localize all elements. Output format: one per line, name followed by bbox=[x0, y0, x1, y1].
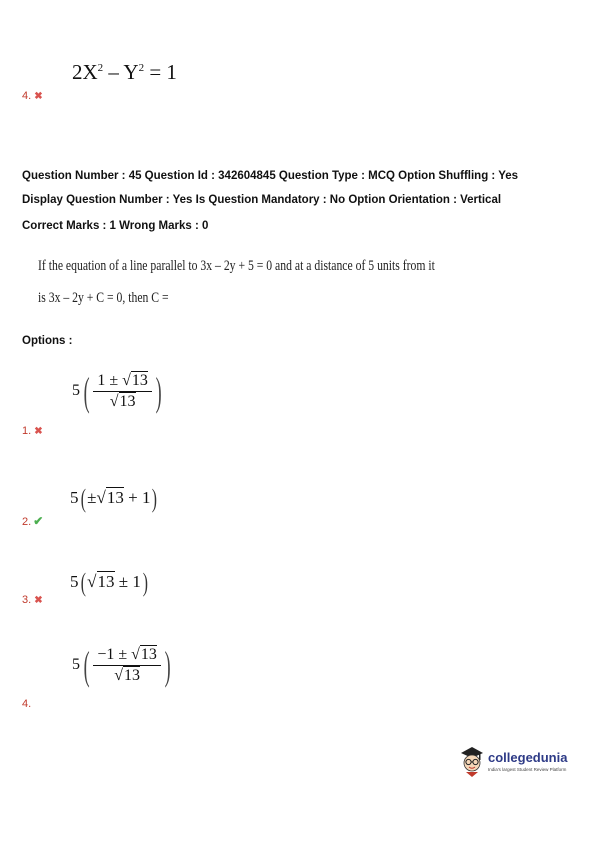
option-3-inner-b: ± 1 bbox=[114, 571, 141, 591]
options-label: Options : bbox=[22, 335, 73, 347]
option-1-expression bbox=[72, 368, 165, 415]
option-1-den-rad: 13 bbox=[119, 393, 136, 410]
option-2-inner-b: + 1 bbox=[123, 487, 151, 507]
option-2-inner-a: ± bbox=[87, 487, 97, 507]
right-paren: ) bbox=[155, 369, 162, 414]
wrong-icon: ✖ bbox=[34, 426, 43, 437]
option-2-expression: 5( ±√13 + 1) bbox=[70, 484, 158, 513]
left-paren: ( bbox=[83, 643, 90, 688]
option-4-num-a: −1 ± bbox=[97, 646, 132, 663]
previous-option-label: 4. bbox=[22, 90, 32, 102]
wrong-icon: ✖ bbox=[34, 595, 43, 606]
left-paren: ( bbox=[80, 484, 86, 513]
option-4-expression bbox=[72, 642, 174, 689]
option-1-label: 1. bbox=[22, 425, 32, 437]
option-4-num-rad: 13 bbox=[140, 646, 157, 663]
eq-part-rhs: = 1 bbox=[144, 60, 177, 84]
right-paren: ) bbox=[142, 568, 148, 597]
wrong-icon: ✖ bbox=[34, 91, 43, 102]
question-meta-line-3: Correct Marks : 1 Wrong Marks : 0 bbox=[22, 220, 209, 232]
correct-icon: ✔ bbox=[33, 514, 44, 528]
question-meta-line-2: Display Question Number : Yes Is Question Mandatory : No Option Orientation : Vertical bbox=[22, 194, 502, 206]
option-4-label: 4. bbox=[22, 698, 32, 710]
logo-tagline: India's largest Student Review Platform bbox=[488, 767, 567, 772]
right-paren: ) bbox=[164, 643, 171, 688]
eq-sup-2: 2 bbox=[138, 62, 145, 74]
option-1-num-a: 1 ± bbox=[97, 372, 123, 389]
option-2-number bbox=[22, 514, 43, 528]
option-2-coef: 5 bbox=[70, 487, 79, 507]
previous-option-equation bbox=[72, 60, 177, 85]
left-paren: ( bbox=[83, 369, 90, 414]
option-4-coef: 5 bbox=[72, 656, 80, 674]
option-3-label: 3. bbox=[22, 594, 32, 606]
previous-option-number bbox=[22, 90, 43, 102]
logo-wordmark: collegedunia bbox=[488, 750, 568, 765]
option-4-den-rad: 13 bbox=[124, 667, 141, 684]
option-2-inner-rad: 13 bbox=[106, 487, 124, 507]
collegedunia-logo bbox=[458, 744, 578, 778]
option-1-coef: 5 bbox=[72, 382, 80, 400]
question-text-line-2: is 3x – 2y + C = 0, then C = bbox=[38, 290, 169, 306]
eq-part-lhs: 2X bbox=[72, 60, 98, 84]
option-3-expression: 5( √13 ± 1) bbox=[70, 568, 148, 597]
option-4-number bbox=[22, 698, 31, 710]
option-4-fraction: $\frac{-1 \pm √13}{√13}$ bbox=[93, 646, 161, 685]
option-3-coef: 5 bbox=[70, 571, 79, 591]
question-text-line-1: If the equation of a line parallel to 3x – 2y + 5 = 0 and at a distance of 5 units from it bbox=[38, 258, 435, 274]
option-1-num-rad: 13 bbox=[131, 372, 148, 389]
eq-part-mid: – Y bbox=[103, 60, 139, 84]
student-mascot-icon bbox=[458, 744, 486, 778]
option-3-inner-rad: 13 bbox=[97, 571, 115, 591]
question-meta-line-1: Question Number : 45 Question Id : 342604845 Question Type : MCQ Option Shuffling : Yes bbox=[22, 170, 519, 182]
eq-sup-1: 2 bbox=[97, 62, 104, 74]
option-2-label: 2. bbox=[22, 516, 32, 528]
left-paren: ( bbox=[80, 568, 86, 597]
option-1-fraction: $\frac{1 \pm √13}{√13}$ bbox=[93, 372, 152, 411]
option-3-number bbox=[22, 594, 43, 606]
right-paren: ) bbox=[152, 484, 158, 513]
option-1-number bbox=[22, 425, 43, 437]
